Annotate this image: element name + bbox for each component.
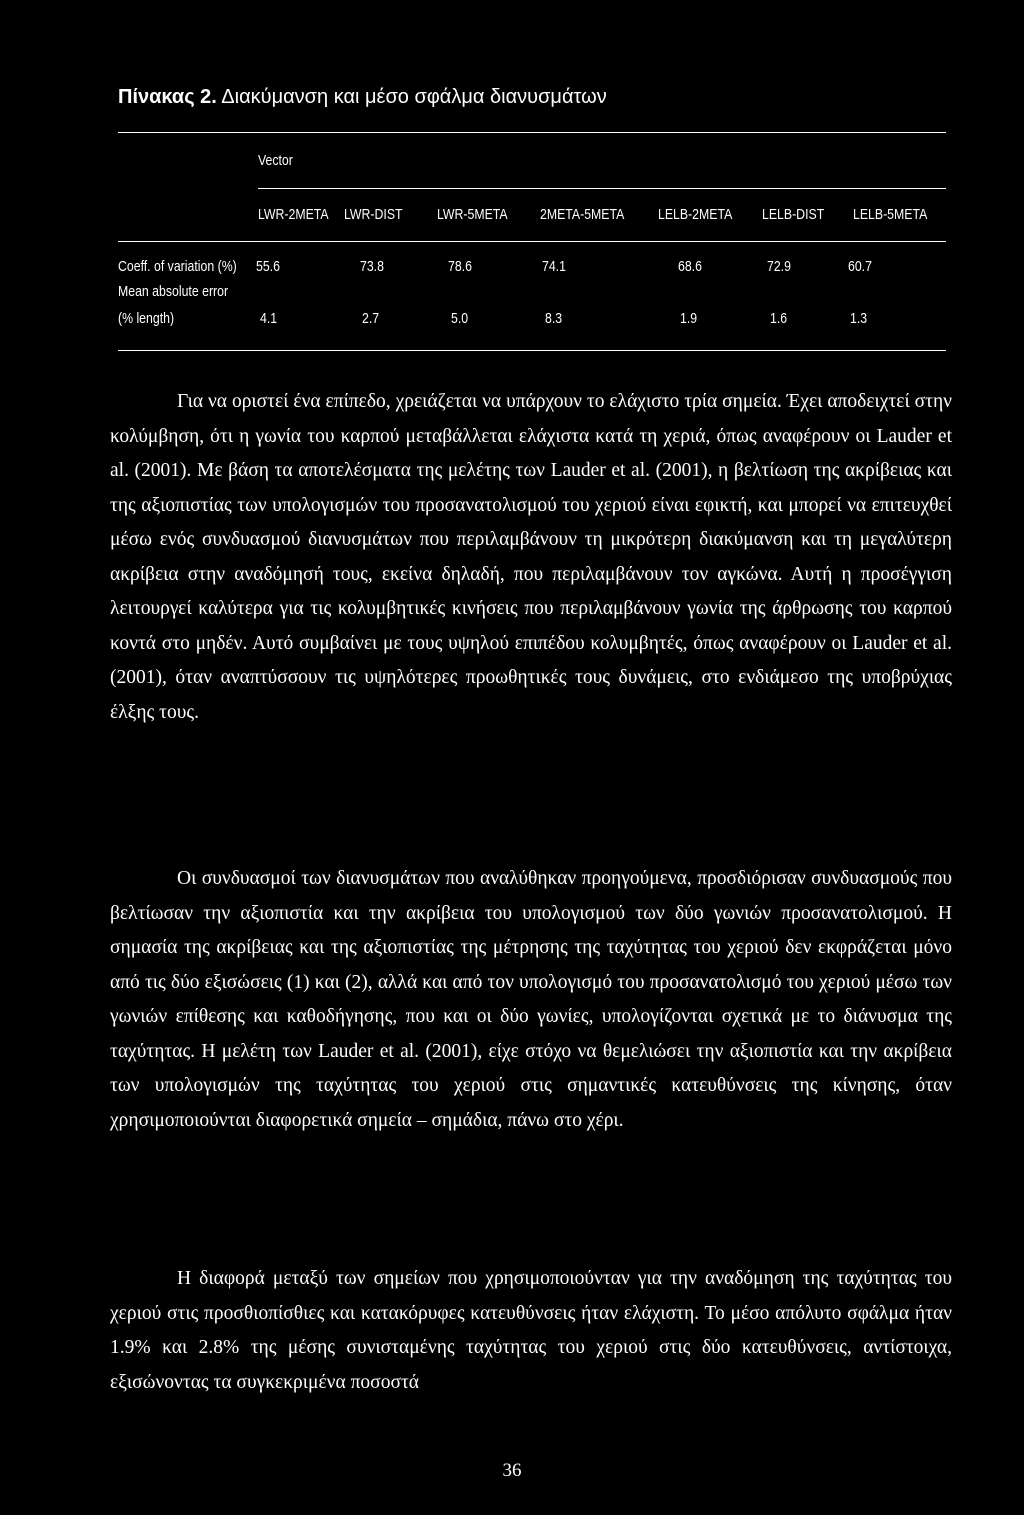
vector-group-header: Vector — [258, 152, 293, 169]
column-header: LELB-DIST — [762, 206, 825, 223]
table-bottom-rule — [118, 350, 946, 351]
row-label: Coeff. of variation (%) — [118, 258, 237, 275]
body-paragraph: Για να οριστεί ένα επίπεδο, χρειάζεται να υπάρχουν το ελάχιστο τρία σημεία. Έχει αποδειχτεί στην κολύμβηση, ότι η γωνία του καρπού μεταβάλλεται ελάχιστα κατά τη χεριά, όπως αναφέρουν οι Lauder et al. (2001). Με βάση τα αποτελέσματα της μελέτης των Lauder et al. (2001), η βελτίωση της ακρίβειας και της αξιοπιστίας των υπολογισμών του προσανατολισμού του χεριού είναι εφικτή, και μπορεί να επιτευχθεί μέσω ενός συνδυασμού διανυσμάτων που περιλαμβάνουν τη μικρότερη διακύμανση και τη μεγαλύτερη ακρίβεια στην αναδόμησή τους, εκείνα δηλαδή, που περιλαμβάνουν τον αγκώνα. Αυτή η προσέγγιση λειτουργεί καλύτερα για τις κολυμβητικές κινήσεις που περιλαμβάνουν γωνία της άρθρωσης του καρπού κοντά στο μηδέν. Αυτό συμβαίνει με τους υψηλού επιπέδου κολυμβητές, όπως αναφέρουν οι Lauder et al. (2001), όταν αναπτύσσουν τις υψηλότερες προωθητικές τους δυνάμεις, στο ενδιάμεσο της υποβρύχιας έλξης τους. — [110, 391, 952, 723]
table-cell: 1.6 — [770, 310, 788, 327]
column-header-rule — [118, 241, 946, 242]
table-cell: 1.9 — [680, 310, 698, 327]
column-header: LWR-DIST — [344, 206, 403, 223]
table-cell: 55.6 — [256, 258, 280, 275]
table-cell: 4.1 — [260, 310, 278, 327]
column-header: LELB-5META — [853, 206, 928, 223]
body-paragraph: Οι συνδυασμοί των διανυσμάτων που αναλύθηκαν προηγούμενα, προσδιόρισαν συνδυασμούς που βελτίωσαν την αξιοπιστία και την ακρίβεια του υπολογισμού των δύο γωνιών προσανατολισμού. Η σημασία της ακρίβειας και της αξιοπιστίας της μέτρησης της ταχύτητας του χεριού δεν εκφράζεται μόνο από τις δύο εξισώσεις (1) και (2), αλλά και από τον υπολογισμό του προσανατολισμό του χεριού μέσω των γωνιών επίθεσης και καθοδήγησης, που και οι δύο γωνίες, υπολογίζονται σχετικά με το διάνυσμα της ταχύτητας. Η μελέτη των Lauder et al. (2001), είχε στόχο να θεμελιώσει την αξιοπιστία και την ακρίβεια των υπολογισμών της ταχύτητας του χεριού στις σημαντικές κατευθύνσεις της κίνησης, όταν χρησιμοποιούνται διαφορετικά σημεία – σημάδια, πάνω στο χέρι. — [110, 868, 952, 1131]
body-paragraph: Η διαφορά μεταξύ των σημείων που χρησιμοποιούνταν για την αναδόμηση της ταχύτητας του χεριού στις προσθιοπίσθιες και κατακόρυφες κατευθύνσεις ήταν ελάχιστη. Το μέσο απόλυτο σφάλμα ήταν 1.9% και 2.8% της μέσης συνισταμένης ταχύτητας του χεριού στις δύο κατευθύνσεις, αντίστοιχα, εξισώνοντας τα συγκεκριμένα ποσοστά — [110, 1268, 952, 1393]
table-caption-label: Πίνακας 2. — [118, 86, 217, 108]
column-header: 2META-5META — [540, 206, 625, 223]
table-top-rule — [118, 132, 946, 133]
row-label-continuation: (% length) — [118, 310, 175, 327]
page-number: 36 — [502, 1460, 522, 1481]
column-header: LWR-5META — [437, 206, 508, 223]
table-cell: 78.6 — [448, 258, 472, 275]
table-cell: 68.6 — [678, 258, 702, 275]
table-cell: 2.7 — [362, 310, 380, 327]
table-cell: 1.3 — [850, 310, 868, 327]
table-cell: 60.7 — [848, 258, 872, 275]
column-header: LELB-2META — [658, 206, 733, 223]
column-header: LWR-2META — [258, 206, 329, 223]
vector-header-rule — [258, 188, 946, 189]
table-cell: 8.3 — [545, 310, 563, 327]
table-cell: 74.1 — [542, 258, 566, 275]
table-cell: 72.9 — [767, 258, 791, 275]
table-caption-text: Διακύμανση και μέσο σφάλμα διανυσμάτων — [221, 86, 607, 108]
row-label: Mean absolute error — [118, 283, 229, 300]
table-caption — [118, 86, 607, 109]
table-cell: 73.8 — [360, 258, 384, 275]
table-cell: 5.0 — [451, 310, 469, 327]
